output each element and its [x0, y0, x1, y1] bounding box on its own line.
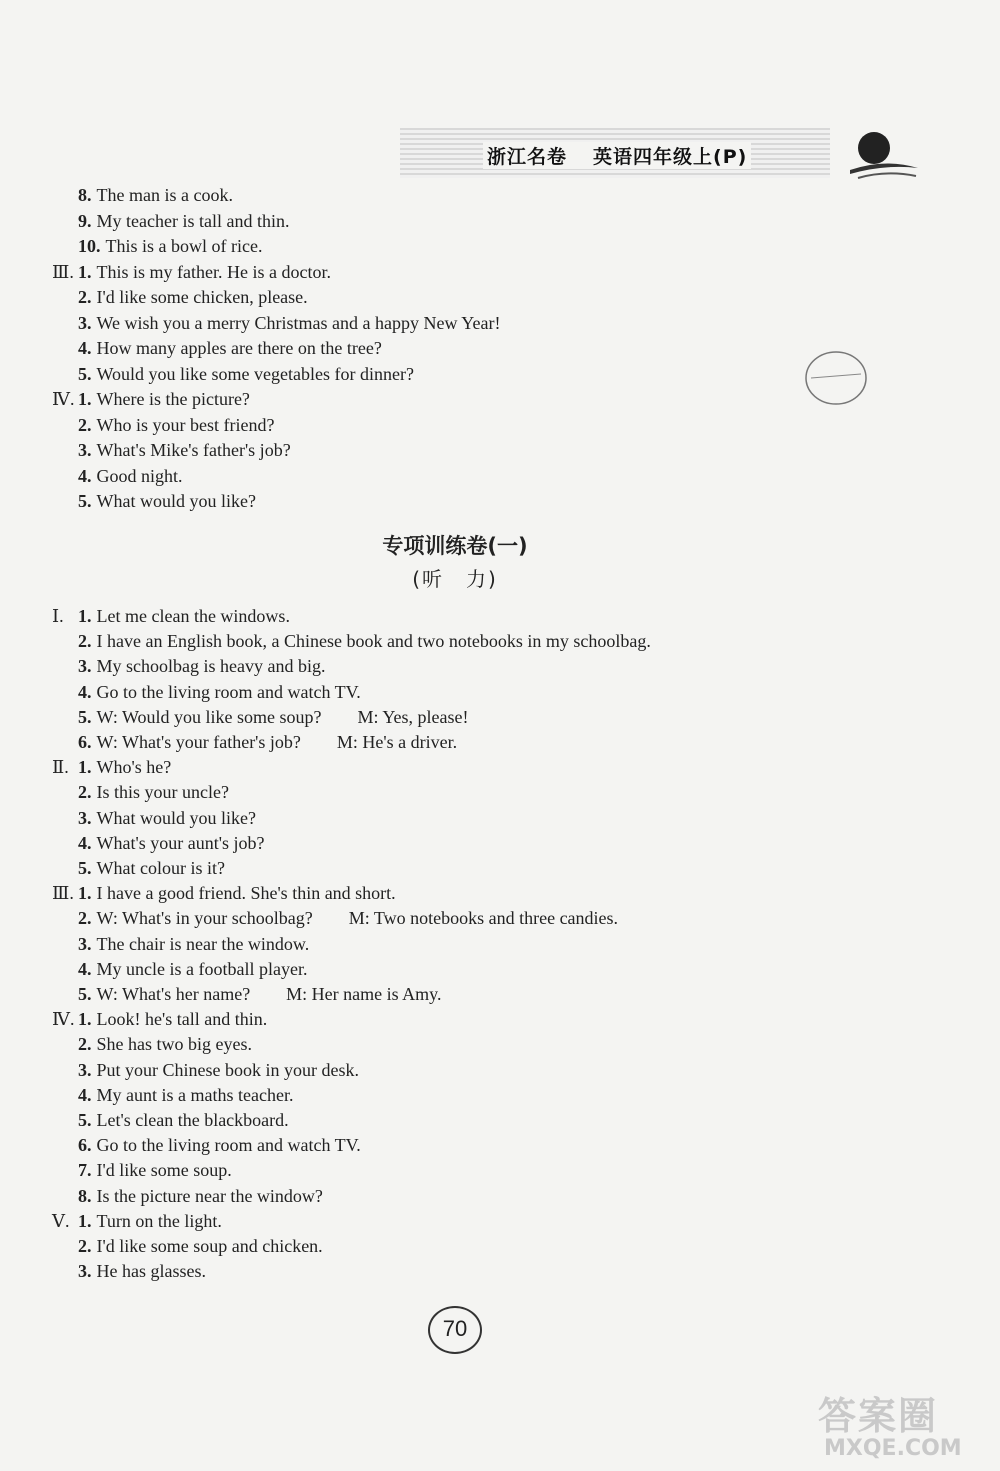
answer-line — [78, 1084, 293, 1106]
answer-line — [78, 414, 274, 436]
answer-line — [78, 184, 233, 206]
answer-text: Where is the picture? — [96, 389, 250, 409]
answer-text: The chair is near the window. — [96, 933, 310, 954]
answer-line — [78, 655, 325, 677]
answer-text: This is my father. He is a doctor. — [96, 261, 331, 282]
item-number: 2. — [78, 414, 92, 435]
answer-line — [78, 1008, 267, 1030]
item-number: 2. — [78, 1034, 92, 1055]
item-number: 5. — [78, 706, 92, 727]
item-number: 3. — [78, 807, 92, 828]
item-number: 9. — [78, 210, 92, 231]
answer-line — [78, 1033, 252, 1055]
item-number: 3. — [78, 1261, 92, 1282]
item-number: 2. — [78, 287, 92, 307]
answer-text: Let me clean the windows. — [96, 606, 290, 626]
section-roman-numeral: Ⅲ. — [52, 261, 74, 282]
answer-text: I have an English book, a Chinese book and two notebooks in my schoolbag. — [96, 631, 651, 652]
item-number: 7. — [78, 1160, 92, 1181]
answer-text: Would you like some vegetables for dinner? — [96, 363, 414, 384]
item-number: 5. — [78, 984, 92, 1004]
section-roman-numeral: Ⅲ. — [52, 883, 74, 904]
section-subheading: (听 力) — [412, 567, 498, 591]
item-number: 2. — [78, 908, 92, 929]
answer-text: What would you like? — [96, 491, 256, 511]
answer-text: W: What's in your schoolbag? M: Two notebooks and three candies. — [96, 908, 619, 929]
book-subject-title: 英语四年级上(P) — [593, 146, 748, 168]
answer-text: W: What's your father's job? M: He's a driver. — [96, 732, 458, 752]
answer-text: What colour is it? — [96, 858, 225, 878]
answer-text: W: Would you like some soup? M: Yes, please! — [96, 706, 469, 727]
answer-line — [78, 235, 262, 257]
book-series-title: 浙江名卷 — [487, 146, 568, 168]
answer-line — [78, 882, 396, 904]
item-number: 4. — [78, 1084, 92, 1105]
item-number: 1. — [78, 883, 92, 904]
answer-text: My uncle is a football player. — [96, 958, 308, 979]
answer-line — [78, 1159, 232, 1181]
item-number: 2. — [78, 782, 92, 803]
answer-line — [78, 681, 361, 703]
answer-text: He has glasses. — [96, 1261, 206, 1282]
item-number: 6. — [78, 1135, 92, 1156]
item-number: 3. — [78, 656, 92, 677]
item-number: 5. — [78, 858, 92, 878]
item-number: 5. — [78, 491, 92, 511]
answer-line — [78, 907, 618, 929]
answer-text: Who is your best friend? — [96, 414, 275, 435]
answer-line — [78, 756, 171, 778]
answer-text: My schoolbag is heavy and big. — [96, 656, 326, 677]
watermark — [818, 1385, 962, 1461]
item-number: 1. — [78, 261, 92, 282]
answer-text: I have a good friend. She's thin and short. — [96, 883, 396, 904]
answer-line — [78, 1185, 323, 1207]
item-number: 6. — [78, 732, 92, 752]
item-number: 4. — [78, 958, 92, 979]
answer-line — [78, 337, 382, 359]
answer-line — [78, 1210, 222, 1232]
answer-line — [78, 1260, 206, 1282]
item-number: 4. — [78, 832, 92, 853]
answer-text: What's Mike's father's job? — [96, 440, 291, 460]
answer-line — [78, 781, 229, 803]
item-number: 1. — [78, 1009, 92, 1030]
section-roman-numeral: Ⅳ. — [52, 389, 75, 409]
item-number: 3. — [78, 440, 92, 460]
homework-stamp-icon — [803, 348, 869, 408]
item-number: 3. — [78, 933, 92, 954]
answer-line — [78, 1134, 361, 1156]
item-number: 2. — [78, 1236, 92, 1256]
item-number: 1. — [78, 757, 92, 778]
header-title — [483, 142, 751, 169]
item-number: 8. — [78, 185, 92, 205]
answer-text: My aunt is a maths teacher. — [96, 1084, 294, 1105]
answer-text: We wish you a merry Christmas and a happy New Year! — [96, 312, 501, 333]
answer-text: Look! he's tall and thin. — [96, 1009, 268, 1030]
answer-text: My teacher is tall and thin. — [96, 210, 290, 231]
item-number: 1. — [78, 389, 92, 409]
item-number: 1. — [78, 1210, 92, 1231]
item-number: 5. — [78, 1110, 92, 1130]
section-roman-numeral: Ⅴ. — [52, 1210, 70, 1231]
answer-line — [78, 1109, 289, 1131]
section-roman-numeral: Ⅳ. — [52, 1009, 75, 1030]
answer-line — [78, 832, 264, 854]
answer-text: She has two big eyes. — [96, 1034, 252, 1055]
answer-text: Good night. — [96, 465, 183, 486]
answer-line — [78, 388, 250, 410]
answer-text: Go to the living room and watch TV. — [96, 1135, 361, 1156]
answer-text: Go to the living room and watch TV. — [96, 681, 361, 702]
answer-line — [78, 312, 500, 334]
answer-line — [78, 605, 290, 627]
answer-line — [78, 490, 256, 512]
answer-line — [78, 958, 307, 980]
answer-text: W: What's her name? M: Her name is Amy. — [96, 984, 442, 1004]
item-number: 10. — [78, 236, 101, 256]
item-number: 4. — [78, 681, 92, 702]
answer-line — [78, 286, 308, 308]
answer-line — [78, 1059, 359, 1081]
answer-line — [78, 983, 442, 1005]
answer-line — [78, 210, 289, 232]
item-number: 4. — [78, 338, 92, 358]
item-number: 3. — [78, 1059, 92, 1080]
answer-line — [78, 1235, 323, 1257]
answer-text: I'd like some soup. — [96, 1160, 232, 1181]
page-number: 70 — [428, 1306, 482, 1354]
item-number: 3. — [78, 312, 92, 333]
answer-line — [78, 807, 256, 829]
answer-line — [78, 933, 309, 955]
answer-line — [78, 261, 331, 283]
answer-text: Put your Chinese book in your desk. — [96, 1059, 359, 1080]
item-number: 1. — [78, 606, 92, 626]
publisher-logo-icon — [850, 128, 920, 184]
answer-line — [78, 857, 225, 879]
watermark-logo: 答案圈 — [818, 1394, 939, 1438]
answer-text: Turn on the light. — [96, 1210, 222, 1231]
answer-text: Is this your uncle? — [96, 782, 229, 803]
answer-text: I'd like some soup and chicken. — [96, 1236, 323, 1256]
answer-text: What would you like? — [96, 807, 256, 828]
answer-line — [78, 731, 457, 753]
answer-text: What's your aunt's job? — [96, 832, 265, 853]
item-number: 8. — [78, 1185, 92, 1206]
answer-text: This is a bowl of rice. — [105, 236, 263, 256]
answer-line — [78, 630, 651, 652]
answer-line — [78, 363, 414, 385]
answer-text: Let's clean the blackboard. — [96, 1110, 289, 1130]
answer-text: Who's he? — [96, 757, 172, 778]
item-number: 5. — [78, 363, 92, 384]
answer-text: The man is a cook. — [96, 185, 233, 205]
item-number: 2. — [78, 631, 92, 652]
section-roman-numeral: Ⅱ. — [52, 757, 69, 778]
answer-line — [78, 465, 183, 487]
section-roman-numeral: Ⅰ. — [52, 606, 64, 626]
answer-line — [78, 439, 291, 461]
answer-text: How many apples are there on the tree? — [96, 338, 382, 358]
answer-line — [78, 706, 469, 728]
item-number: 4. — [78, 465, 92, 486]
answer-text: I'd like some chicken, please. — [96, 287, 308, 307]
section-heading: 专项训练卷(一) — [382, 534, 528, 558]
watermark-url: MXQE.COM — [824, 1436, 962, 1461]
answer-text: Is the picture near the window? — [96, 1185, 323, 1206]
